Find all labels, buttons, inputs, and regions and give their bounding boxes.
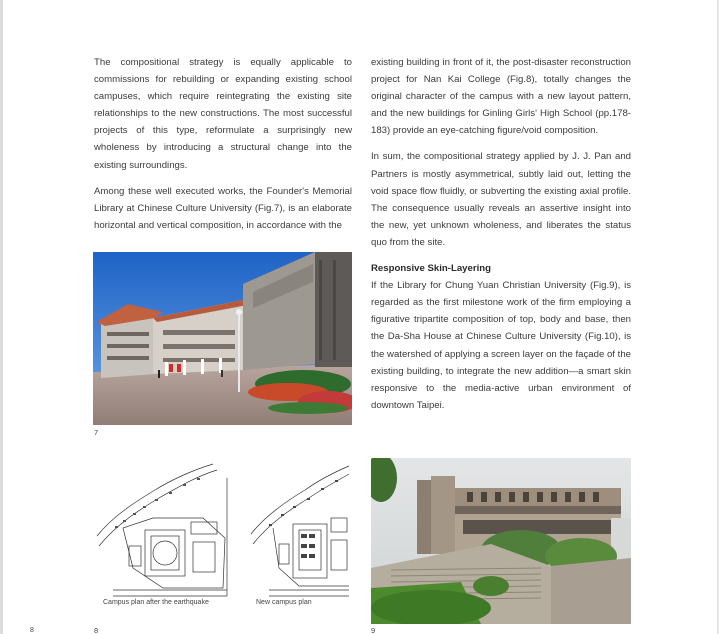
chung-yuan-library-illustration (371, 458, 631, 624)
fig9-chung-yuan-library-photo (371, 458, 631, 624)
library-building-illustration (93, 252, 352, 425)
fig7-number: 7 (94, 428, 99, 437)
section-subheading: Responsive Skin-Layering (371, 263, 491, 275)
fig9-number: 9 (371, 626, 376, 634)
page-edge-left (0, 0, 3, 634)
right-paragraph-2: In sum, the compositional strategy applied by J. J. Pan and Partners is mostly asymmetrical, subtly laid out, letting the void space flow fluidly, or subverting the existing axial profile. The consequence usually reveals an assertive insight into the new, yet unknown wholeness, and liberates the status quo from the site. (371, 151, 631, 248)
plan-caption-after-earthquake: Campus plan after the earthquake (103, 599, 209, 606)
fig7-library-photo (93, 252, 352, 425)
page-number: 8 (30, 627, 34, 634)
left-text-column (94, 54, 352, 243)
right-paragraph-3: If the Library for Chung Yuan Christian University (Fig.9), is regarded as the first milestone work of the firm employing a figurative tripartite composition of top, body and base, then the Da-Sha House at Chinese Culture University (Fig.10), is the watershed of applying a screen layer on the façade of the existing building, to integrate the new addition—a smart skin responsive to the media-active urban environment of downtown Taipei. (371, 280, 631, 411)
plan-caption-new-campus: New campus plan (256, 599, 312, 606)
fig8-campus-plans (93, 458, 351, 610)
fig8-number: 8 (94, 626, 99, 634)
left-paragraph-1: The compositional strategy is equally applicable to commissions for rebuilding or expanding existing school campuses, which require reintegrating the existing site relationships to the new constructions. The most successful projects of this type, reformulate a surprisingly new wholeness by introducing a structural change into the existing surroundings. (94, 57, 352, 171)
campus-plan-drawings (93, 458, 351, 610)
left-paragraph-2: Among these well executed works, the Founder's Memorial Library at Chinese Culture University (Fig.7), is an elaborate horizontal and vertical composition, in accordance with the (94, 185, 352, 231)
right-paragraph-1: existing building in front of it, the post-disaster reconstruction project for Nan Kai College (Fig.8), totally changes the original character of the campus with a new layout pattern, and the new buildings for Ginling Girls' High School (pp.178-183) provide an eye-catching figure/void composition. (371, 57, 631, 137)
right-text-column (371, 54, 631, 423)
